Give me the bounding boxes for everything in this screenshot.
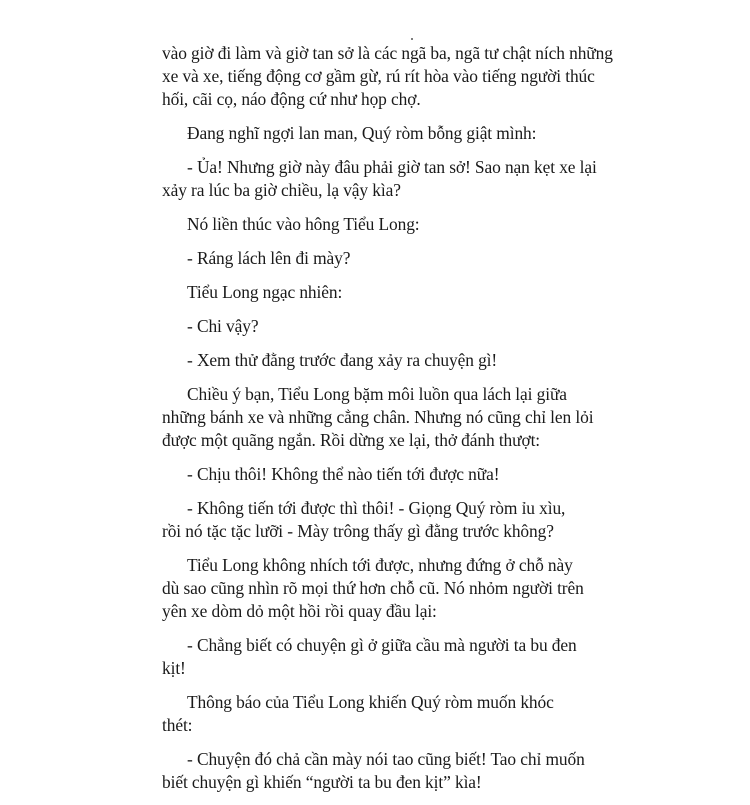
paragraph [162,213,602,236]
paragraph [162,748,602,794]
paragraph [162,634,602,680]
text-line: - Ủa! Nhưng giờ này đâu phải giờ tan sở! Sao nạn kẹt xe lại [187,157,597,177]
text-line: những bánh xe và những cẳng chân. Nhưng nó cũng chỉ len lỏi [162,407,594,427]
paragraph [162,122,602,145]
paragraph [162,156,602,202]
text-line: - Xem thử đằng trước đang xảy ra chuyện gì! [187,350,498,370]
page-body-text [162,42,613,805]
text-line: Tiểu Long không nhích tới được, nhưng đứng ở chỗ này [187,555,573,575]
text-line: - Chịu thôi! Không thể nào tiến tới được nữa! [187,464,500,484]
paragraph [162,691,602,737]
text-line: Nó liền thúc vào hông Tiểu Long: [187,214,420,234]
text-line: vào giờ đi làm và giờ tan sở là các ngã ba, ngã tư chật ních những [162,43,613,63]
paragraph [162,349,602,372]
text-line: dù sao cũng nhìn rõ mọi thứ hơn chỗ cũ. Nó nhỏm người trên [162,578,584,598]
text-line: Đang nghĩ ngợi lan man, Quý ròm bỗng giật mình: [187,123,537,143]
text-line: thét: [162,715,193,735]
text-line: - Ráng lách lên đi mày? [187,248,351,268]
text-line: rồi nó tặc tặc lưỡi - Mày trông thấy gì đằng trước không? [162,521,554,541]
paragraph [162,281,602,304]
print-speck [411,38,413,40]
paragraph [162,554,602,623]
text-line: yên xe dòm dỏ một hồi rồi quay đầu lại: [162,601,437,621]
text-line: - Không tiến tới được thì thôi! - Giọng Quý ròm ỉu xìu, [187,498,566,518]
text-line: - Chẳng biết có chuyện gì ở giữa cầu mà người ta bu đen [187,635,577,655]
text-line: - Chuyện đó chả cần mày nói tao cũng biết! Tao chỉ muốn [187,749,585,769]
text-line: xảy ra lúc ba giờ chiều, lạ vậy kìa? [162,180,401,200]
paragraph [162,42,613,111]
text-line: Thông báo của Tiểu Long khiến Quý ròm muốn khóc [187,692,554,712]
text-line: Tiểu Long ngạc nhiên: [187,282,343,302]
text-line: hối, cãi cọ, náo động cứ như họp chợ. [162,89,421,109]
text-line: biết chuyện gì khiến “người ta bu đen kịt” kìa! [162,772,482,792]
paragraph [162,463,602,486]
text-line: xe và xe, tiếng động cơ gầm gừ, rú rít hòa vào tiếng người thúc [162,66,595,86]
text-line: được một quãng ngắn. Rồi dừng xe lại, thở đánh thượt: [162,430,541,450]
paragraph [162,315,602,338]
text-line: Chiều ý bạn, Tiểu Long bặm môi luồn qua lách lại giữa [187,384,567,404]
paragraph [162,497,602,543]
text-line: - Chi vậy? [187,316,259,336]
paragraph [162,383,602,452]
paragraph [162,247,602,270]
text-line: kịt! [162,658,186,678]
